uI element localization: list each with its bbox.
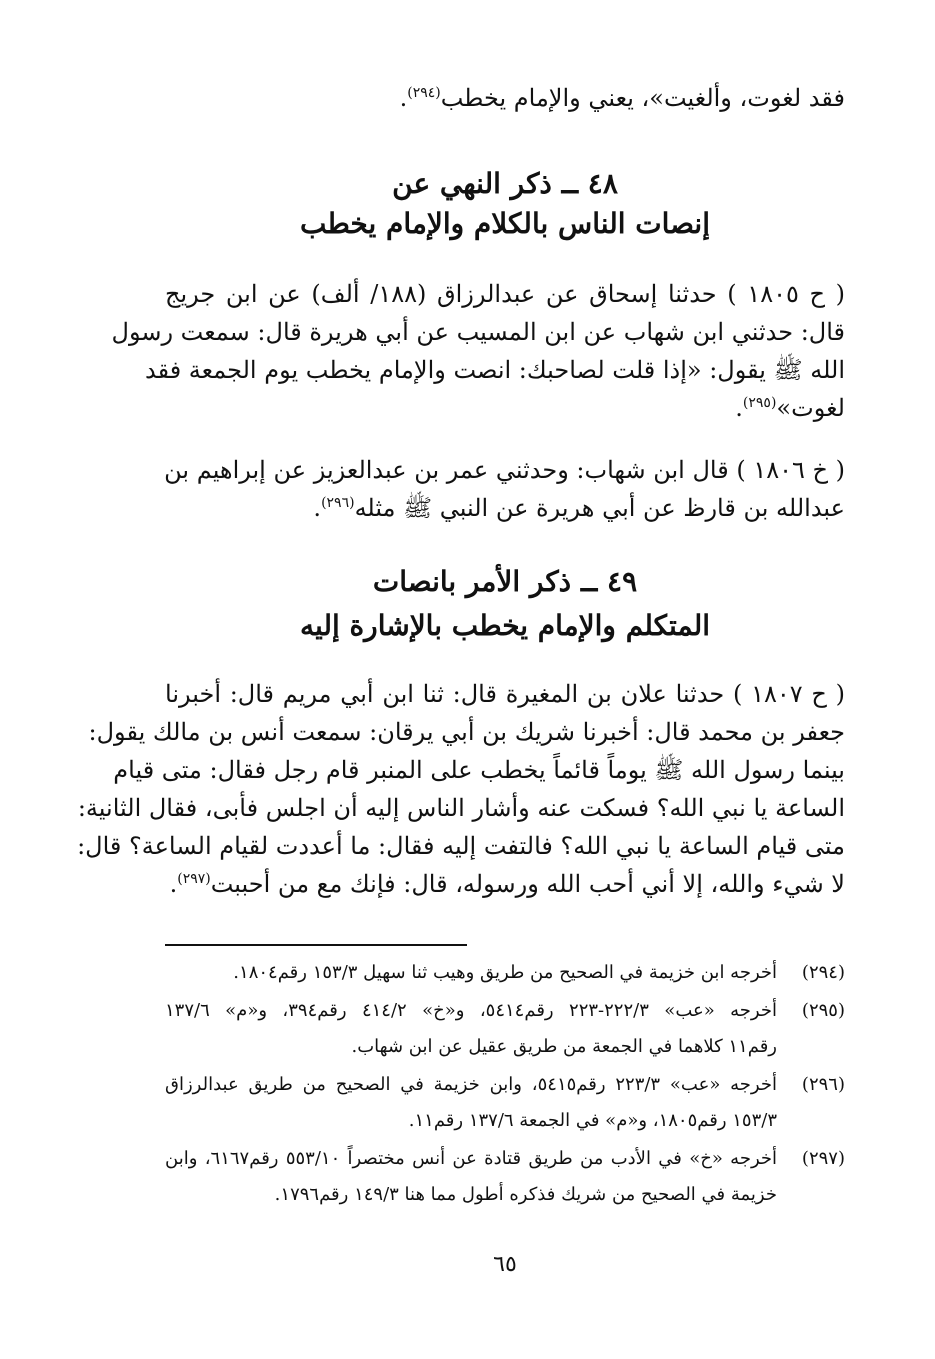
sentence-end: . (735, 394, 743, 422)
hadith-1807-line: ( ح ١٨٠٧ ) حدثنا علان بن المغيرة قال: ثنا ابن أبي مريم قال: أخبرنا (165, 680, 845, 708)
hadith-1805-line: قال: حدثني ابن شهاب عن ابن المسيب عن أبي هريرة قال: سمعت رسول (111, 318, 845, 346)
hadith-1805-line: الله ﷺ يقول: «إذا قلت لصاحبك: انصت والإمام يخطب يوم الجمعة فقد (144, 356, 845, 384)
continuation-text: فقد لغوت، وألغيت»، يعني والإمام يخطب (440, 84, 845, 112)
footnote-ref[interactable]: (٢٩٧) (177, 871, 211, 887)
sentence-end: . (169, 870, 178, 898)
hadith-1807-line: جعفر بن محمد قال: أخبرنا شريك بن أبي يرقان: سمعت أنس بن مالك يقول: (88, 718, 845, 746)
book-page (77, 0, 845, 1359)
hadith-1805-last-line (165, 388, 845, 428)
footnote-text: ١٥٣/٣ رقم١٨٠٥، و«م» في الجمعة ١٣٧/٦ رقم١١. (408, 1110, 777, 1131)
hadith-1806-line: ( خ ١٨٠٦ ) قال ابن شهاب: وحدثني عمر بن عبدالعزيز عن إبراهيم بن (164, 456, 845, 484)
section-49-title-line2: المتكلم والإمام يخطب بالإشارة إليه (299, 609, 711, 642)
sentence-end: . (399, 84, 408, 112)
section-48-title-line2: إنصات الناس بالكلام والإمام يخطب (299, 207, 711, 240)
footnote-text: أخرجه «عب» ٢٢٢/٣-٢٢٣ رقم٥٤١٤، و«خ» ٤١٤/٢ رقم٣٩٤، و«م» ١٣٧/٦ (165, 1000, 777, 1021)
hadith-1807-text: لا شيء والله، إلا أني أحب الله ورسوله، قال: فإنك مع من أحببت (210, 870, 845, 898)
footnote-text: أخرجه ابن خزيمة في الصحيح من طريق وهيب ثنا سهيل ١٥٣/٣ رقم١٨٠٤. (233, 962, 777, 983)
footnote-text: رقم١١ كلاهما في الجمعة من طريق عقيل عن ابن شهاب. (351, 1036, 777, 1057)
hadith-1806-last-line (165, 488, 845, 528)
section-49-title-line1: ٤٩ ــ ذكر الأمر بانصات (372, 565, 638, 598)
hadith-1805-line: ( ح ١٨٠٥ ) حدثنا إسحاق عن عبدالرزاق (١٨٨/ ألف) عن ابن جريج (165, 280, 845, 308)
footnote-text: أخرجه «خ» في الأدب من طريق قتادة عن أنس مختصراً ٥٥٣/١٠ رقم٦١٦٧، وابن (165, 1148, 778, 1169)
continuation-line (165, 78, 845, 118)
footnote-ref[interactable]: (٢٩٤) (407, 85, 441, 101)
hadith-1807-line: متى قيام الساعة يا نبي الله؟ فالتفت إليه فقال: ما أعددت لقيام الساعة؟ قال: (77, 832, 845, 860)
hadith-1807-line: الساعة يا نبي الله؟ فسكت عنه وأشار الناس إليه أن اجلس فأبى، فقال الثانية: (77, 794, 845, 822)
hadith-1807-last-line (165, 864, 845, 904)
hadith-1805-text: لغوت» (776, 394, 845, 422)
footnote-ref[interactable]: (٢٩٦) (321, 495, 355, 511)
footnote-number: (٢٩٥) (801, 1000, 845, 1021)
page-number: ٦٥ (493, 1252, 517, 1277)
footnote-text: خزيمة في الصحيح من شريك فذكره أطول مما هنا ١٤٩/٣ رقم١٧٩٦. (274, 1184, 777, 1205)
footnote-number: (٢٩٦) (801, 1074, 845, 1095)
footnote-number: (٢٩٧) (801, 1148, 845, 1169)
footnote-number: (٢٩٤) (801, 962, 845, 983)
section-48-title-line1: ٤٨ ــ ذكر النهي عن (392, 167, 618, 200)
footnote-ref[interactable]: (٢٩٥) (742, 395, 777, 411)
footnote-text: أخرجه «عب» ٢٢٣/٣ رقم٥٤١٥، وابن خزيمة في الصحيح من طريق عبدالرزاق (165, 1074, 777, 1095)
hadith-1807-line: بينما رسول الله ﷺ يوماً قائماً يخطب على المنبر قام رجل فقال: متى قيام (113, 756, 845, 784)
hadith-1806-text: عبدالله بن قارظ عن أبي هريرة عن النبي ﷺ مثله (354, 494, 845, 522)
footnote-divider (165, 944, 467, 946)
sentence-end: . (313, 494, 322, 522)
